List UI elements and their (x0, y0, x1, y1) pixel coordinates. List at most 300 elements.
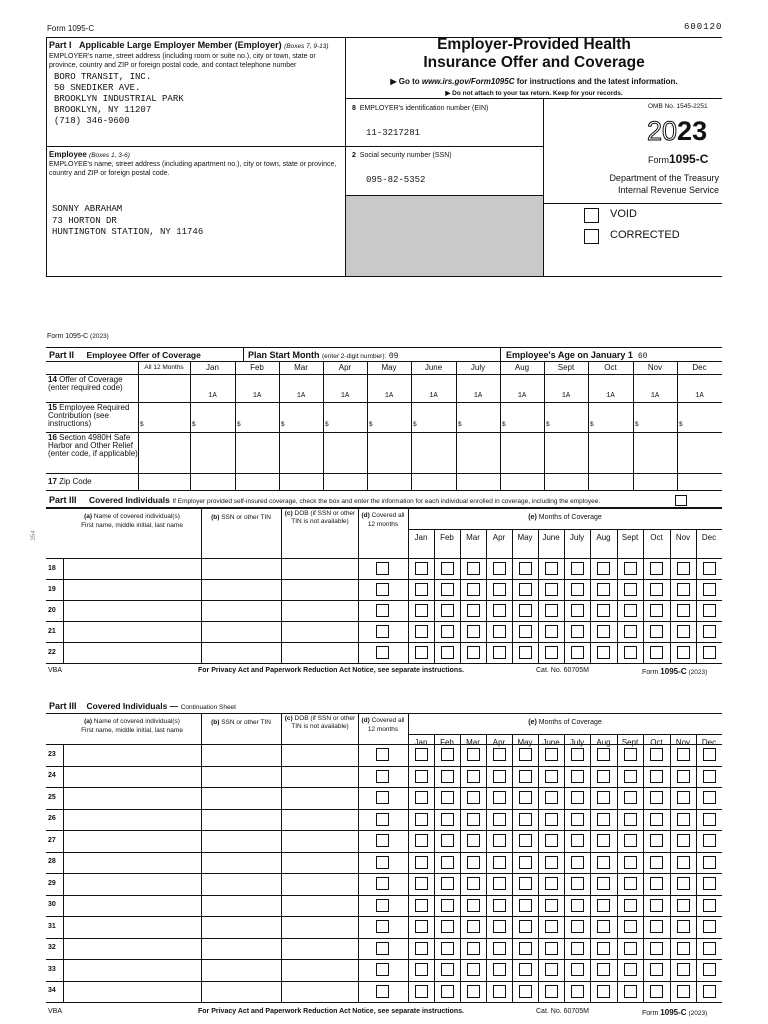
month-coverage-checkbox[interactable] (703, 877, 716, 890)
month-coverage-checkbox[interactable] (467, 856, 480, 869)
offer-code-cell[interactable]: 1A (473, 392, 483, 400)
month-coverage-checkbox[interactable] (467, 791, 480, 804)
month-coverage-checkbox[interactable] (624, 942, 637, 955)
month-coverage-checkbox[interactable] (415, 770, 428, 783)
rule-line (411, 361, 412, 490)
month-coverage-checkbox[interactable] (624, 604, 637, 617)
covered-all12-checkbox[interactable] (376, 604, 389, 617)
month-coverage-checkbox[interactable] (545, 877, 558, 890)
month-coverage-checkbox[interactable] (467, 583, 480, 596)
month-coverage-checkbox[interactable] (624, 834, 637, 847)
form-label: Form1095-C (648, 152, 709, 166)
month-coverage-checkbox[interactable] (467, 985, 480, 998)
month-coverage-checkbox[interactable] (703, 920, 716, 933)
month-coverage-checkbox[interactable] (677, 748, 690, 761)
rule-line (564, 529, 565, 663)
ein-label: 8 EMPLOYER's identification number (EIN) (352, 105, 489, 112)
month-coverage-checkbox[interactable] (677, 791, 690, 804)
month-coverage-checkbox[interactable] (677, 899, 690, 912)
month-coverage-checkbox[interactable] (467, 920, 480, 933)
month-coverage-checkbox[interactable] (624, 791, 637, 804)
month-coverage-checkbox[interactable] (624, 562, 637, 575)
month-coverage-checkbox[interactable] (519, 834, 532, 847)
month-coverage-checkbox[interactable] (519, 920, 532, 933)
month-coverage-checkbox[interactable] (545, 985, 558, 998)
month-coverage-checkbox[interactable] (519, 899, 532, 912)
covered-all12-checkbox[interactable] (376, 748, 389, 761)
rule-line (590, 529, 591, 663)
month-coverage-checkbox[interactable] (493, 583, 506, 596)
rule-line (588, 361, 589, 490)
covered-all12-checkbox[interactable] (376, 899, 389, 912)
covered-all12-checkbox[interactable] (376, 985, 389, 998)
month-coverage-checkbox[interactable] (441, 813, 454, 826)
month-coverage-checkbox[interactable] (545, 942, 558, 955)
month-header: June (424, 363, 443, 372)
month-coverage-checkbox[interactable] (493, 877, 506, 890)
offer-code-cell[interactable]: 1A (252, 392, 262, 400)
month-coverage-checkbox[interactable] (415, 583, 428, 596)
coverage-month-header: Sept (621, 533, 639, 542)
do-not-attach: ▶ Do not attach to your tax return. Keep for your records. (445, 90, 623, 97)
month-coverage-checkbox[interactable] (624, 920, 637, 933)
row-number: 32 (48, 944, 56, 952)
month-coverage-checkbox[interactable] (677, 942, 690, 955)
month-header: Dec (692, 363, 707, 372)
rule-line (456, 361, 457, 490)
footer-privacy: For Privacy Act and Paperwork Reduction Act Notice, see separate instructions. (198, 667, 464, 674)
month-coverage-checkbox[interactable] (650, 920, 663, 933)
month-coverage-checkbox[interactable] (624, 856, 637, 869)
month-coverage-checkbox[interactable] (545, 604, 558, 617)
month-coverage-checkbox[interactable] (467, 625, 480, 638)
month-coverage-checkbox[interactable] (677, 813, 690, 826)
month-coverage-checkbox[interactable] (415, 646, 428, 659)
offer-code-cell[interactable]: 1A (517, 392, 527, 400)
month-coverage-checkbox[interactable] (597, 770, 610, 783)
month-coverage-checkbox[interactable] (545, 813, 558, 826)
offer-code-cell[interactable]: 1A (606, 392, 615, 400)
coverage-month-header: Sept (621, 738, 639, 747)
month-coverage-checkbox[interactable] (493, 604, 506, 617)
month-coverage-checkbox[interactable] (571, 985, 584, 998)
month-coverage-checkbox[interactable] (571, 813, 584, 826)
row-number: 34 (48, 987, 56, 995)
month-coverage-checkbox[interactable] (703, 899, 716, 912)
month-coverage-checkbox[interactable] (415, 920, 428, 933)
month-coverage-checkbox[interactable] (467, 646, 480, 659)
dollar-sign: $ (369, 421, 373, 428)
rule-line (46, 852, 722, 853)
row-number: 31 (48, 922, 56, 930)
month-coverage-checkbox[interactable] (571, 877, 584, 890)
month-coverage-checkbox[interactable] (441, 770, 454, 783)
month-coverage-checkbox[interactable] (597, 985, 610, 998)
month-coverage-checkbox[interactable] (703, 646, 716, 659)
offer-code-cell[interactable]: 1A (384, 392, 394, 400)
offer-code-cell[interactable]: 1A (650, 392, 660, 400)
month-coverage-checkbox[interactable] (415, 899, 428, 912)
month-coverage-checkbox[interactable] (650, 770, 663, 783)
month-coverage-checkbox[interactable] (597, 583, 610, 596)
month-coverage-checkbox[interactable] (441, 963, 454, 976)
month-coverage-checkbox[interactable] (493, 856, 506, 869)
month-coverage-checkbox[interactable] (545, 920, 558, 933)
month-coverage-checkbox[interactable] (519, 791, 532, 804)
row-number: 21 (48, 627, 56, 635)
month-coverage-checkbox[interactable] (545, 770, 558, 783)
covered-all12-checkbox[interactable] (376, 625, 389, 638)
rule-line (512, 529, 513, 663)
month-coverage-checkbox[interactable] (650, 604, 663, 617)
col-c-header: (c) DOB (if SSN or other TIN is not available) (284, 715, 356, 730)
month-coverage-checkbox[interactable] (650, 583, 663, 596)
month-header: Aug (514, 363, 530, 372)
month-coverage-checkbox[interactable] (597, 646, 610, 659)
dollar-sign: $ (458, 421, 462, 428)
offer-code-cell[interactable]: 1A (429, 392, 438, 400)
omb-number: OMB No. 1545-2251 (648, 103, 708, 110)
month-coverage-checkbox[interactable] (545, 625, 558, 638)
month-coverage-checkbox[interactable] (650, 877, 663, 890)
month-coverage-checkbox[interactable] (519, 942, 532, 955)
month-coverage-checkbox[interactable] (441, 877, 454, 890)
month-coverage-checkbox[interactable] (441, 834, 454, 847)
month-coverage-checkbox[interactable] (597, 562, 610, 575)
col-e-header: (e) Months of Coverage (528, 719, 602, 726)
month-coverage-checkbox[interactable] (467, 770, 480, 783)
row-number: 22 (48, 648, 56, 656)
month-coverage-checkbox[interactable] (493, 625, 506, 638)
month-coverage-checkbox[interactable] (493, 899, 506, 912)
rule-line (434, 529, 435, 663)
month-coverage-checkbox[interactable] (677, 834, 690, 847)
month-coverage-checkbox[interactable] (493, 770, 506, 783)
row-number: 28 (48, 858, 56, 866)
month-coverage-checkbox[interactable] (415, 791, 428, 804)
covered-all12-checkbox[interactable] (376, 834, 389, 847)
month-coverage-checkbox[interactable] (624, 748, 637, 761)
month-coverage-checkbox[interactable] (597, 877, 610, 890)
month-coverage-checkbox[interactable] (597, 625, 610, 638)
month-coverage-checkbox[interactable] (415, 748, 428, 761)
month-coverage-checkbox[interactable] (650, 834, 663, 847)
month-coverage-checkbox[interactable] (703, 625, 716, 638)
month-coverage-checkbox[interactable] (493, 834, 506, 847)
month-coverage-checkbox[interactable] (519, 963, 532, 976)
covered-all12-checkbox[interactable] (376, 813, 389, 826)
month-coverage-checkbox[interactable] (703, 791, 716, 804)
month-coverage-checkbox[interactable] (597, 856, 610, 869)
row17-label: 17 Zip Code (48, 477, 92, 486)
month-coverage-checkbox[interactable] (624, 583, 637, 596)
month-coverage-checkbox[interactable] (571, 748, 584, 761)
rule-line (367, 361, 368, 490)
month-coverage-checkbox[interactable] (624, 813, 637, 826)
rule-line (633, 361, 634, 490)
month-coverage-checkbox[interactable] (415, 834, 428, 847)
month-coverage-checkbox[interactable] (467, 562, 480, 575)
coverage-month-header: Jan (414, 533, 428, 542)
month-coverage-checkbox[interactable] (545, 963, 558, 976)
rule-line (643, 734, 644, 1002)
month-coverage-checkbox[interactable] (519, 646, 532, 659)
month-coverage-checkbox[interactable] (703, 813, 716, 826)
month-coverage-checkbox[interactable] (677, 583, 690, 596)
month-coverage-checkbox[interactable] (441, 942, 454, 955)
month-coverage-checkbox[interactable] (624, 899, 637, 912)
month-header: Sept (557, 363, 575, 372)
month-coverage-checkbox[interactable] (597, 834, 610, 847)
month-coverage-checkbox[interactable] (703, 604, 716, 617)
month-coverage-checkbox[interactable] (597, 963, 610, 976)
month-coverage-checkbox[interactable] (571, 899, 584, 912)
month-coverage-checkbox[interactable] (571, 942, 584, 955)
month-coverage-checkbox[interactable] (597, 604, 610, 617)
month-coverage-checkbox[interactable] (467, 834, 480, 847)
month-coverage-checkbox[interactable] (519, 770, 532, 783)
month-coverage-checkbox[interactable] (441, 583, 454, 596)
covered-all12-checkbox[interactable] (376, 583, 389, 596)
month-coverage-checkbox[interactable] (597, 899, 610, 912)
month-coverage-checkbox[interactable] (650, 748, 663, 761)
month-coverage-checkbox[interactable] (571, 562, 584, 575)
col-d-header: (d) Covered all 12 months (361, 512, 405, 528)
month-coverage-checkbox[interactable] (677, 877, 690, 890)
month-coverage-checkbox[interactable] (571, 625, 584, 638)
rule-line (46, 490, 722, 491)
month-coverage-checkbox[interactable] (571, 604, 584, 617)
month-coverage-checkbox[interactable] (545, 791, 558, 804)
offer-code-cell[interactable]: 1A (561, 392, 571, 400)
month-coverage-checkbox[interactable] (441, 985, 454, 998)
month-coverage-checkbox[interactable] (493, 963, 506, 976)
month-coverage-checkbox[interactable] (571, 834, 584, 847)
month-coverage-checkbox[interactable] (441, 856, 454, 869)
month-coverage-checkbox[interactable] (441, 920, 454, 933)
month-coverage-checkbox[interactable] (467, 813, 480, 826)
month-coverage-checkbox[interactable] (624, 770, 637, 783)
month-coverage-checkbox[interactable] (571, 856, 584, 869)
month-coverage-checkbox[interactable] (650, 625, 663, 638)
offer-code-cell[interactable]: 1A (340, 392, 350, 400)
row16-label: 16 Section 4980H Safe Harbor and Other Relief (enter code, if applicable) (48, 433, 138, 458)
month-coverage-checkbox[interactable] (650, 856, 663, 869)
month-coverage-checkbox[interactable] (597, 813, 610, 826)
month-coverage-checkbox[interactable] (677, 562, 690, 575)
month-coverage-checkbox[interactable] (519, 813, 532, 826)
rule-line (46, 621, 722, 622)
month-coverage-checkbox[interactable] (519, 625, 532, 638)
month-coverage-checkbox[interactable] (545, 856, 558, 869)
month-coverage-checkbox[interactable] (441, 604, 454, 617)
form-id: Form 1095-C (47, 24, 95, 33)
month-coverage-checkbox[interactable] (519, 856, 532, 869)
month-coverage-checkbox[interactable] (415, 942, 428, 955)
month-coverage-checkbox[interactable] (677, 963, 690, 976)
month-coverage-checkbox[interactable] (545, 834, 558, 847)
month-coverage-checkbox[interactable] (415, 963, 428, 976)
month-coverage-checkbox[interactable] (624, 985, 637, 998)
month-coverage-checkbox[interactable] (441, 748, 454, 761)
month-coverage-checkbox[interactable] (703, 562, 716, 575)
ssn-label: 2 Social security number (SSN) (352, 152, 452, 159)
rule-line (279, 361, 280, 490)
month-coverage-checkbox[interactable] (597, 748, 610, 761)
month-coverage-checkbox[interactable] (677, 856, 690, 869)
offer-code-cell[interactable]: 1A (296, 392, 306, 400)
rule-line (564, 734, 565, 1002)
month-coverage-checkbox[interactable] (519, 985, 532, 998)
self-insured-checkbox[interactable] (675, 495, 687, 506)
month-coverage-checkbox[interactable] (624, 646, 637, 659)
month-coverage-checkbox[interactable] (624, 963, 637, 976)
coverage-month-header: Apr (492, 738, 506, 747)
rule-line (46, 361, 722, 362)
month-coverage-checkbox[interactable] (467, 748, 480, 761)
month-coverage-checkbox[interactable] (571, 920, 584, 933)
month-coverage-checkbox[interactable] (467, 963, 480, 976)
month-coverage-checkbox[interactable] (493, 562, 506, 575)
month-coverage-checkbox[interactable] (650, 942, 663, 955)
month-coverage-checkbox[interactable] (703, 963, 716, 976)
corrected-checkbox[interactable] (584, 229, 599, 244)
month-coverage-checkbox[interactable] (519, 583, 532, 596)
covered-all12-checkbox[interactable] (376, 646, 389, 659)
month-coverage-checkbox[interactable] (519, 562, 532, 575)
month-coverage-checkbox[interactable] (571, 963, 584, 976)
month-coverage-checkbox[interactable] (703, 583, 716, 596)
rule-line (670, 734, 671, 1002)
month-coverage-checkbox[interactable] (597, 920, 610, 933)
month-coverage-checkbox[interactable] (650, 963, 663, 976)
month-coverage-checkbox[interactable] (571, 583, 584, 596)
month-coverage-checkbox[interactable] (650, 646, 663, 659)
part3-heading: Part III Covered Individuals If Employer provided self-insured coverage, check the box and enter the information for each individual enrolled in coverage, including the employee. (49, 495, 601, 505)
month-coverage-checkbox[interactable] (441, 562, 454, 575)
month-coverage-checkbox[interactable] (441, 791, 454, 804)
month-coverage-checkbox[interactable] (597, 942, 610, 955)
month-coverage-checkbox[interactable] (493, 920, 506, 933)
covered-all12-checkbox[interactable] (376, 877, 389, 890)
month-coverage-checkbox[interactable] (624, 877, 637, 890)
covered-all12-checkbox[interactable] (376, 856, 389, 869)
covered-all12-checkbox[interactable] (376, 920, 389, 933)
coverage-month-header: Mar (466, 738, 480, 747)
col-a-header: (a) Name of covered individual(s) First name, middle initial, last name (81, 513, 183, 529)
month-coverage-checkbox[interactable] (493, 791, 506, 804)
month-coverage-checkbox[interactable] (467, 604, 480, 617)
covered-all12-checkbox[interactable] (376, 942, 389, 955)
rule-line (486, 734, 487, 1002)
rule-line (46, 600, 722, 601)
month-coverage-checkbox[interactable] (467, 877, 480, 890)
month-coverage-checkbox[interactable] (415, 813, 428, 826)
void-checkbox[interactable] (584, 208, 599, 223)
month-coverage-checkbox[interactable] (703, 942, 716, 955)
footer-vba: VBA (48, 667, 63, 674)
coverage-month-header: May (517, 533, 533, 542)
month-coverage-checkbox[interactable] (467, 899, 480, 912)
col-d-header: (d) Covered all 12 months (361, 717, 405, 733)
month-coverage-checkbox[interactable] (571, 770, 584, 783)
month-coverage-checkbox[interactable] (467, 942, 480, 955)
covered-all12-checkbox[interactable] (376, 770, 389, 783)
month-coverage-checkbox[interactable] (650, 813, 663, 826)
month-coverage-checkbox[interactable] (415, 985, 428, 998)
rule-line (643, 529, 644, 663)
month-coverage-checkbox[interactable] (493, 813, 506, 826)
rule-line (46, 558, 722, 559)
part1-heading: Part I Applicable Large Employer Member (Employer) (Boxes 7, 9-13) (49, 40, 329, 50)
month-coverage-checkbox[interactable] (677, 625, 690, 638)
month-coverage-checkbox[interactable] (545, 562, 558, 575)
month-coverage-checkbox[interactable] (545, 748, 558, 761)
month-coverage-checkbox[interactable] (415, 625, 428, 638)
covered-all12-checkbox[interactable] (376, 963, 389, 976)
dept-treasury: Department of the Treasury Internal Revenue Service (609, 173, 719, 195)
month-coverage-checkbox[interactable] (441, 899, 454, 912)
month-coverage-checkbox[interactable] (493, 985, 506, 998)
month-coverage-checkbox[interactable] (650, 985, 663, 998)
month-coverage-checkbox[interactable] (493, 646, 506, 659)
month-coverage-checkbox[interactable] (545, 646, 558, 659)
month-coverage-checkbox[interactable] (677, 604, 690, 617)
month-coverage-checkbox[interactable] (703, 834, 716, 847)
row-number: 24 (48, 772, 56, 780)
month-coverage-checkbox[interactable] (415, 604, 428, 617)
month-coverage-checkbox[interactable] (519, 604, 532, 617)
rule-line (617, 734, 618, 1002)
row-number: 20 (48, 606, 56, 614)
month-coverage-checkbox[interactable] (650, 899, 663, 912)
month-coverage-checkbox[interactable] (545, 899, 558, 912)
month-coverage-checkbox[interactable] (597, 791, 610, 804)
month-coverage-checkbox[interactable] (519, 748, 532, 761)
month-coverage-checkbox[interactable] (677, 646, 690, 659)
offer-code-cell[interactable]: 1A (695, 392, 704, 400)
month-coverage-checkbox[interactable] (493, 942, 506, 955)
month-coverage-checkbox[interactable] (519, 877, 532, 890)
month-coverage-checkbox[interactable] (677, 920, 690, 933)
month-coverage-checkbox[interactable] (415, 877, 428, 890)
month-coverage-checkbox[interactable] (703, 856, 716, 869)
col-b-header: (b) SSN or other TIN (211, 514, 271, 521)
month-coverage-checkbox[interactable] (703, 748, 716, 761)
month-coverage-checkbox[interactable] (624, 625, 637, 638)
tax-year: 2023 (647, 116, 708, 146)
month-coverage-checkbox[interactable] (441, 646, 454, 659)
month-coverage-checkbox[interactable] (415, 562, 428, 575)
month-coverage-checkbox[interactable] (677, 985, 690, 998)
month-coverage-checkbox[interactable] (703, 985, 716, 998)
covered-all12-checkbox[interactable] (376, 791, 389, 804)
month-coverage-checkbox[interactable] (571, 791, 584, 804)
month-coverage-checkbox[interactable] (441, 625, 454, 638)
month-coverage-checkbox[interactable] (650, 562, 663, 575)
month-coverage-checkbox[interactable] (493, 748, 506, 761)
month-coverage-checkbox[interactable] (571, 646, 584, 659)
month-coverage-checkbox[interactable] (677, 770, 690, 783)
covered-all12-checkbox[interactable] (376, 562, 389, 575)
month-coverage-checkbox[interactable] (650, 791, 663, 804)
offer-code-cell[interactable]: 1A (208, 392, 217, 400)
month-coverage-checkbox[interactable] (415, 856, 428, 869)
ein-value: 11-3217281 (366, 128, 421, 138)
col-e-header: (e) Months of Coverage (528, 514, 602, 521)
month-coverage-checkbox[interactable] (545, 583, 558, 596)
month-coverage-checkbox[interactable] (703, 770, 716, 783)
